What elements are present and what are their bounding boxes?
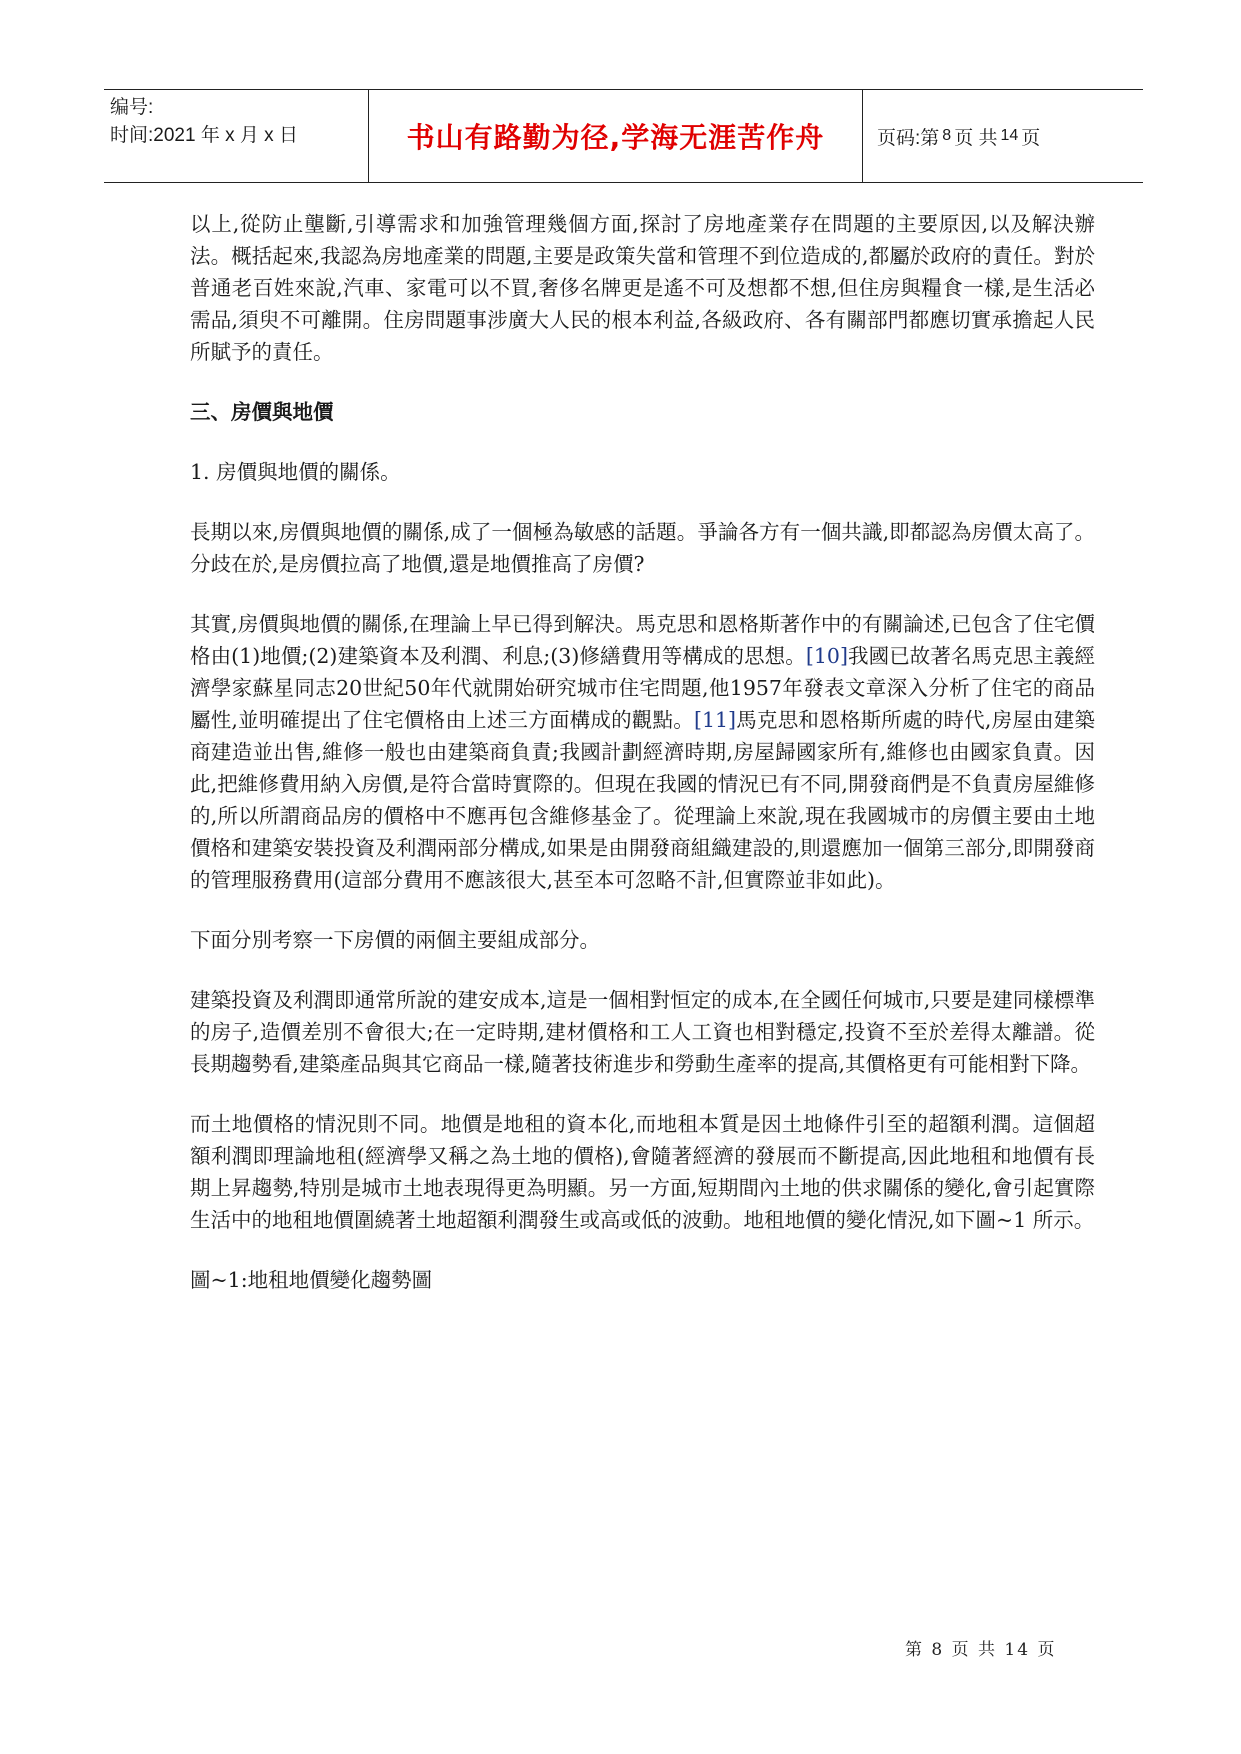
page-prefix: 页码:第 [877, 127, 940, 149]
header-left-cell [104, 90, 369, 182]
paragraph-debate: 長期以來,房價與地價的關係,成了一個極為敏感的話題。爭論各方有一個共識,即都認為房價太高了。分歧在於,是房價拉高了地價,還是地價推高了房價? [190, 520, 1095, 576]
theory-text-b: 我國已故著名馬克思主義經濟學家蘇星同志20世紀50年代就開始研究城市住宅問題,他1957年發表文章深入分析了住宅的商品屬性,並明確提出了住宅價格由上述三方面構成的觀點。 [190, 644, 1095, 732]
reference-10[interactable]: [10] [805, 644, 848, 668]
paragraph-land-price: 而土地價格的情況則不同。地價是地租的資本化,而地租本質是因土地條件引至的超額利潤。這個超額利潤即理論地租(經濟學又稱之為土地的價格),會隨著經濟的發展而不斷提高,因此地租和地價有長期上昇趨勢,特別是城市土地表現得更為明顯。另一方面,短期間內土地的供求關係的變化,會引起實際生活中的地租地價圍繞著土地超額利潤發生或高或低的波動。地租地價的變化情況,如下圖~1 所示。 [190, 1112, 1095, 1232]
header-page-info [863, 90, 1143, 182]
section-title: 三、房價與地價 [190, 400, 334, 424]
paragraph-summary: 以上,從防止壟斷,引導需求和加強管理幾個方面,探討了房地產業存在問題的主要原因,以及解決辦法。概括起來,我認為房地產業的問題,主要是政策失當和管理不到位造成的,都屬於政府的責任。對於普通老百姓來說,汽車、家電可以不買,奢侈名牌更是遙不可及想都不想,但住房與糧食一樣,是生活必需品,須臾不可離開。住房問題事涉廣大人民的根本利益,各級政府、各有關部門都應切實承擔起人民所賦予的責任。 [190, 212, 1095, 364]
page-footer: 第 8 页 共 14 页 [905, 1640, 1057, 1660]
paragraph-theory [190, 608, 1095, 896]
theory-text-a: 其實,房價與地價的關係,在理論上早已得到解決。馬克思和恩格斯著作中的有關論述,已包含了住宅價格由(1)地價;(2)建築資本及利潤、利息;(3)修繕費用等構成的思想。 [190, 612, 1095, 668]
page-total: 14 [1000, 127, 1019, 144]
figure-caption: 圖~1:地租地價變化趨勢圖 [190, 1268, 433, 1292]
page-suffix: 页 [1021, 127, 1041, 149]
header-motto: 书山有路勤为径,学海无涯苦作舟 [369, 90, 863, 182]
subsection-title: 1. 房價與地價的關係。 [190, 460, 401, 484]
theory-text-c: 馬克思和恩格斯所處的時代,房屋由建築商建造並出售,維修一般也由建築商負責;我國計劃經濟時期,房屋歸國家所有,維修也由國家負責。因此,把維修費用納入房價,是符合當時實際的。但現在我國的情況已有不同,開發商們是不負責房屋維修的,所以所謂商品房的價格中不應再包含維修基金了。從理論上來說,現在我國城市的房價主要由土地價格和建築安裝投資及利潤兩部分構成,如果是由開發商組織建設的,則還應加一個第三部分,即開發商的管理服務費用(這部分費用不應該很大,甚至本可忽略不計,但實際並非如此)。 [190, 708, 1096, 892]
number-label: 编号: [110, 97, 154, 118]
reference-11[interactable]: [11] [693, 708, 737, 732]
header-table [104, 89, 1143, 183]
page-number: 8 [942, 127, 952, 144]
document-body [190, 208, 1095, 1324]
paragraph-components: 下面分別考察一下房價的兩個主要組成部分。 [190, 928, 600, 952]
time-label: 时间:2021 年 x 月 x 日 [110, 125, 298, 146]
page-mid: 页 共 [954, 127, 998, 149]
paragraph-construction-cost: 建築投資及利潤即通常所說的建安成本,這是一個相對恒定的成本,在全國任何城市,只要是建同樣標準的房子,造價差別不會很大;在一定時期,建材價格和工人工資也相對穩定,投資不至於差得太離譜。從長期趨勢看,建築產品與其它商品一樣,隨著技術進步和勞動生產率的提高,其價格更有可能相對下降。 [190, 988, 1095, 1076]
